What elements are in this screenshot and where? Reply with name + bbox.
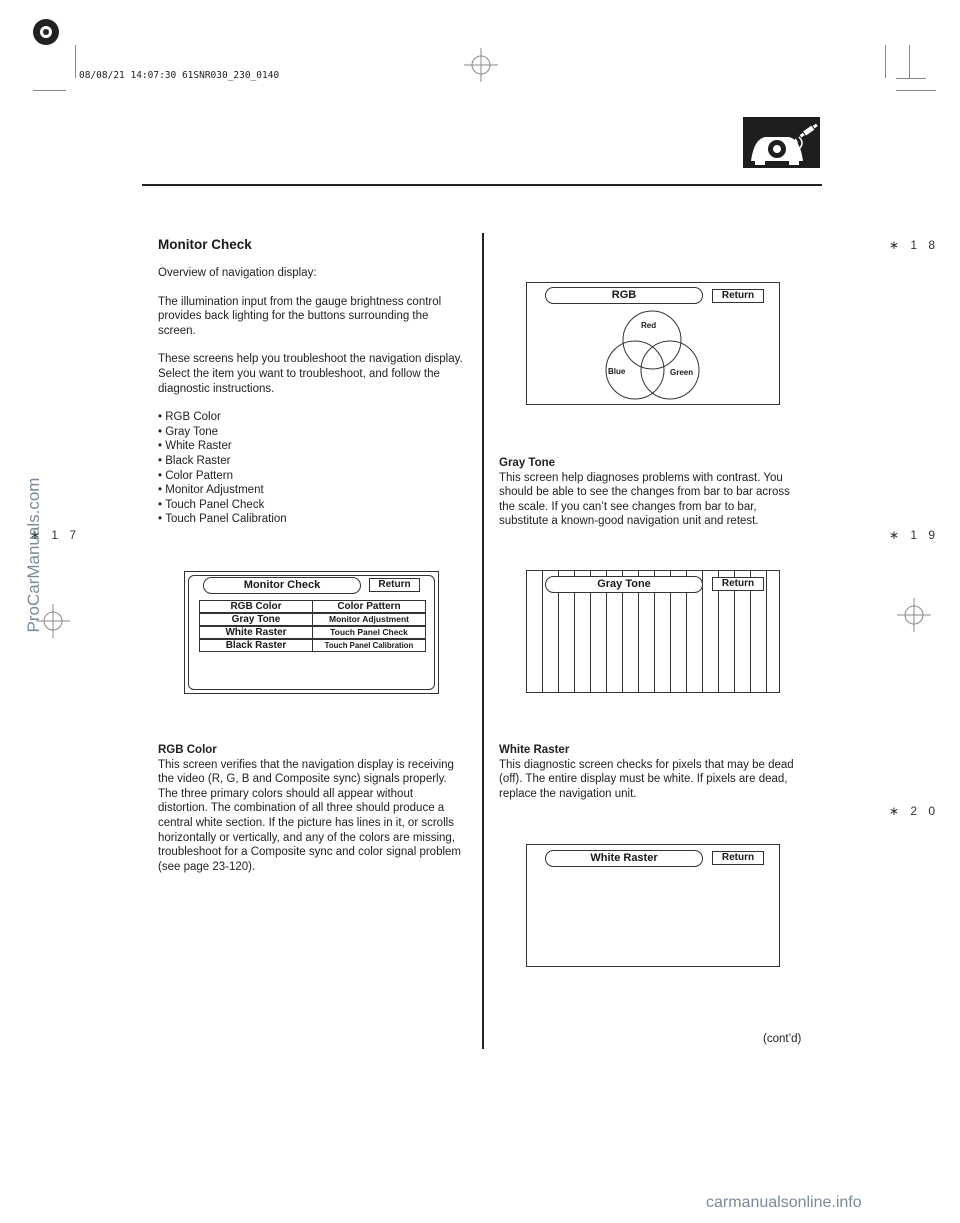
monitor-adjustment-button[interactable]: Monitor Adjustment xyxy=(312,613,426,626)
list-item: • Black Raster xyxy=(158,454,463,469)
gray-tone-heading: Gray Tone xyxy=(499,457,556,469)
bottom-watermark: carmanualsonline.info xyxy=(706,1194,862,1211)
white-raster-heading: White Raster xyxy=(499,744,570,756)
gray-tone-section xyxy=(499,456,804,529)
column-divider xyxy=(482,233,484,1049)
margin-mark: ∗ 2 0 xyxy=(889,804,940,818)
list-item: • White Raster xyxy=(158,439,463,454)
list-item: • Monitor Adjustment xyxy=(158,483,463,498)
crop-mark xyxy=(885,45,886,78)
crop-mark xyxy=(896,78,926,79)
print-stamp: 08/08/21 14:07:30 61SNR030_230_0140 xyxy=(79,70,280,81)
section-title: Monitor Check xyxy=(158,237,252,252)
registration-cross-icon xyxy=(464,48,498,82)
navigation-car-satellite-icon xyxy=(743,117,820,168)
intro-text xyxy=(158,266,463,527)
rgb-screen xyxy=(526,282,780,405)
item-list xyxy=(158,410,463,527)
blue-label: Blue xyxy=(608,367,626,376)
intro-paragraph: The illumination input from the gauge brightness control provides back lighting for the buttons surrounding the screen. xyxy=(158,295,442,337)
registration-target-icon xyxy=(31,17,61,47)
monitor-check-title: Monitor Check xyxy=(203,577,361,594)
margin-mark: ∗ 1 7 xyxy=(30,528,81,542)
intro-paragraph: Overview of navigation display: xyxy=(158,267,317,279)
return-button[interactable]: Return xyxy=(712,289,764,303)
red-label: Red xyxy=(641,321,657,330)
touch-panel-check-button[interactable]: Touch Panel Check xyxy=(312,626,426,639)
white-raster-section xyxy=(499,743,804,801)
side-watermark: ProCarManuals.com xyxy=(24,477,43,633)
intro-paragraph: These screens help you troubleshoot the navigation display. Select the item you want to troubleshoot, and follow the diagnostic instructions. xyxy=(158,353,463,395)
continued-note: (cont’d) xyxy=(763,1033,802,1045)
white-raster-screen xyxy=(526,844,780,967)
touch-panel-calibration-button[interactable]: Touch Panel Calibration xyxy=(312,639,426,652)
red-circle xyxy=(623,311,681,369)
crop-mark xyxy=(909,45,910,78)
white-raster-button[interactable]: White Raster xyxy=(199,626,313,639)
margin-mark: ∗ 1 9 xyxy=(889,528,940,542)
list-item: • Gray Tone xyxy=(158,425,463,440)
crop-mark xyxy=(33,90,66,91)
return-button[interactable]: Return xyxy=(712,851,764,865)
return-button[interactable]: Return xyxy=(369,578,420,592)
list-item: • Touch Panel Calibration xyxy=(158,512,463,527)
header-rule xyxy=(142,184,822,186)
gray-tone-text: This screen help diagnoses problems with contrast. You should be able to see the changes from bar to bar across the scale. If you can’t see changes from bar to bar, substitute a known-good navigation unit and retest. xyxy=(499,471,790,528)
crop-mark xyxy=(75,45,76,78)
rgb-color-button[interactable]: RGB Color xyxy=(199,600,313,613)
rgb-color-text: This screen verifies that the navigation display is receiving the video (R, G, B and Composite sync) signals properly. The three primary colors should all appear without distortion. The combination of all three should produce a central white section. If the picture has lines in it, or scrolls horizontally or vertically, and any of the colors are missing, troubleshoot for a Composite sync and color signal problem (see page 23-120). xyxy=(158,758,461,873)
rgb-color-heading: RGB Color xyxy=(158,744,217,756)
list-item: • Touch Panel Check xyxy=(158,498,463,513)
color-pattern-button[interactable]: Color Pattern xyxy=(312,600,426,613)
list-item: • Color Pattern xyxy=(158,469,463,484)
white-raster-title: White Raster xyxy=(545,850,703,867)
monitor-check-screen xyxy=(184,571,439,694)
white-raster-text: This diagnostic screen checks for pixels that may be dead (off). The entire display must be white. If pixels are dead, replace the navigation unit. xyxy=(499,758,794,800)
margin-mark: ∗ 1 8 xyxy=(889,238,940,252)
black-raster-button[interactable]: Black Raster xyxy=(199,639,313,652)
rgb-color-section xyxy=(158,743,463,874)
registration-cross-icon xyxy=(897,598,931,632)
rgb-circles-diagram xyxy=(597,303,707,403)
gray-tone-button[interactable]: Gray Tone xyxy=(199,613,313,626)
green-label: Green xyxy=(670,368,694,377)
list-item: • RGB Color xyxy=(158,410,463,425)
gray-tone-title: Gray Tone xyxy=(545,576,703,593)
gray-tone-screen xyxy=(526,570,780,693)
return-button[interactable]: Return xyxy=(712,577,764,591)
crop-mark xyxy=(896,90,936,91)
rgb-title: RGB xyxy=(545,287,703,304)
